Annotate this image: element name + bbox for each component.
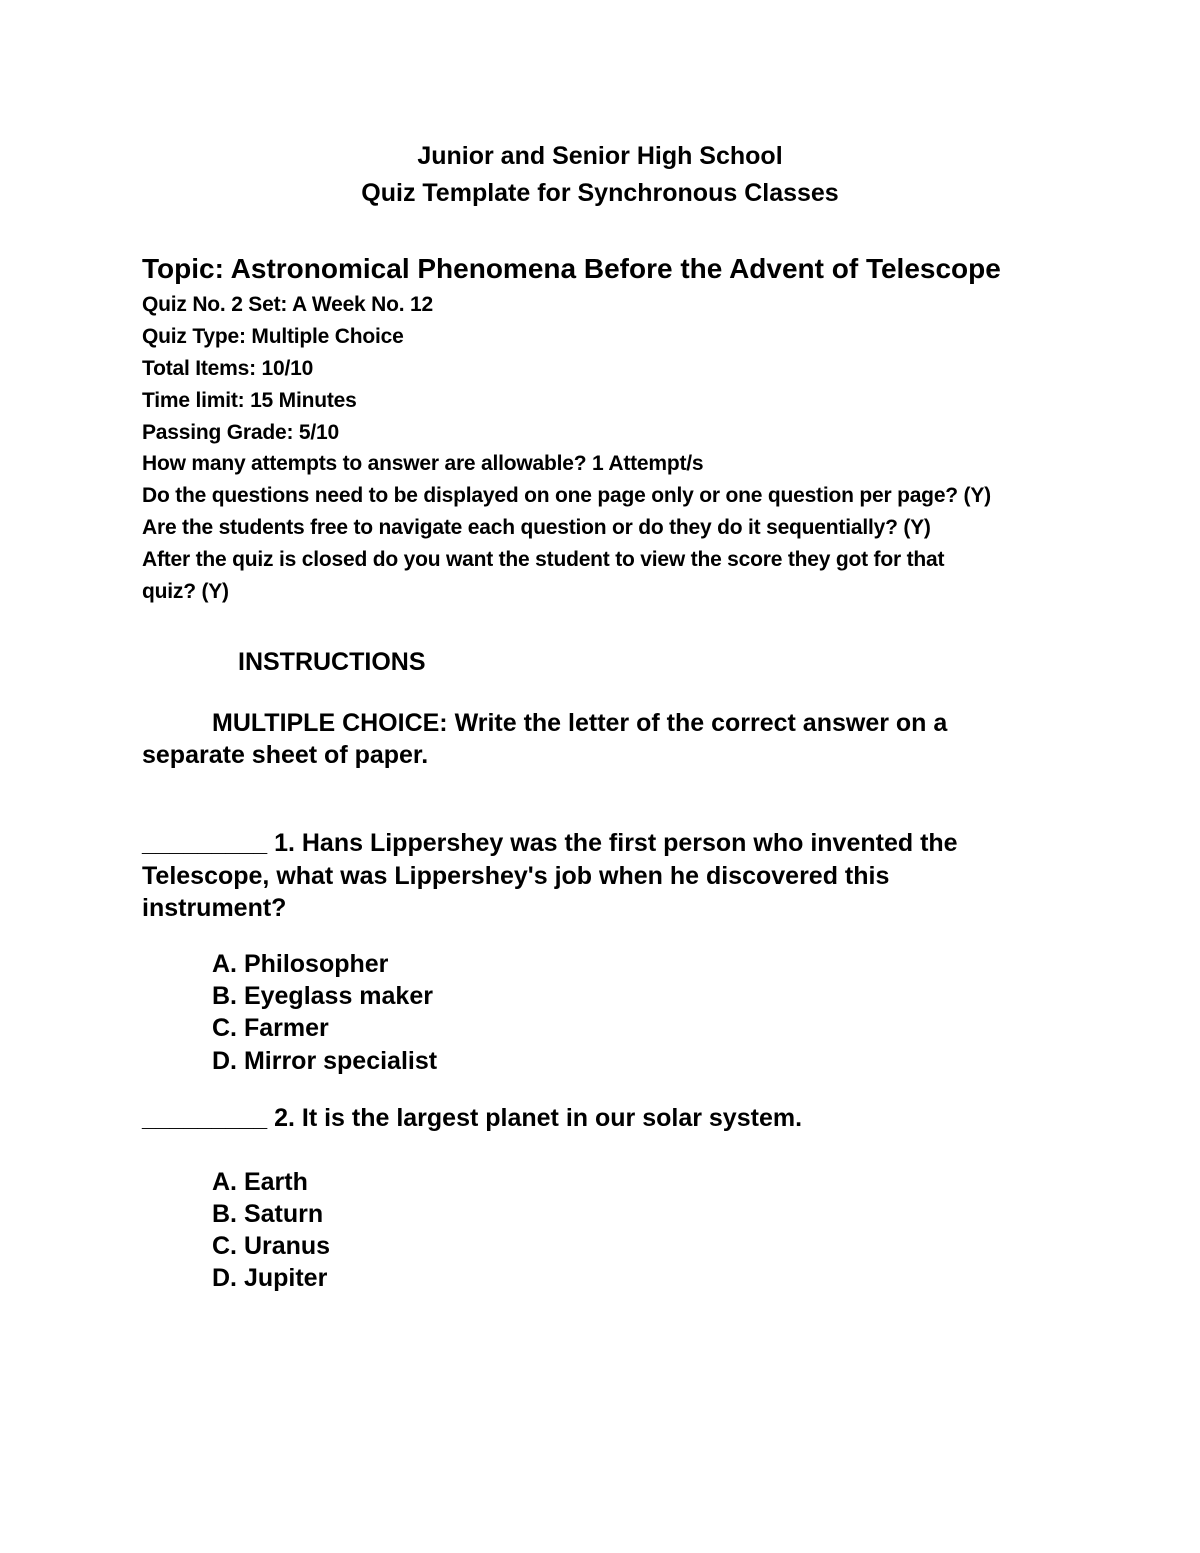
display-line: Do the questions need to be displayed on one page only or one question per page? (Y) [142, 484, 991, 507]
topic-value: Astronomical Phenomena Before the Advent of Telescope [230, 253, 1001, 284]
topic-line [142, 253, 1001, 285]
question-2: _________ 2. It is the largest planet in our solar system. [142, 1104, 803, 1132]
total-items: Total Items: 10/10 [142, 357, 314, 380]
question-1: _________ 1. Hans Lippershey was the first person who invented the [142, 829, 958, 857]
question-1-line-2: Telescope, what was Lippershey's job when he discovered this [142, 862, 890, 890]
quiz-number: Quiz No. 2 Set: A Week No. 12 [142, 293, 433, 316]
question-2-option-b: B. Saturn [212, 1200, 324, 1228]
question-1-line-3: instrument? [142, 894, 287, 922]
score-view-line-2: quiz? (Y) [142, 580, 229, 603]
instructions-text-2: separate sheet of paper. [142, 741, 429, 769]
score-view-line: After the quiz is closed do you want the student to view the score they got for that [142, 548, 945, 571]
instructions-heading: INSTRUCTIONS [238, 648, 426, 676]
question-1-option-d: D. Mirror specialist [212, 1047, 438, 1075]
time-limit: Time limit: 15 Minutes [142, 389, 357, 412]
question-2-option-a: A. Earth [212, 1168, 308, 1196]
question-1-option-a: A. Philosopher [212, 950, 389, 978]
quiz-type: Quiz Type: Multiple Choice [142, 325, 404, 348]
question-2-option-d: D. Jupiter [212, 1264, 328, 1292]
instructions-text: MULTIPLE CHOICE: Write the letter of the correct answer on a [212, 709, 948, 737]
question-1-option-b: B. Eyeglass maker [212, 982, 433, 1010]
navigation-line: Are the students free to navigate each question or do they do it sequentially? (Y) [142, 516, 931, 539]
topic-label: Topic: [142, 253, 224, 284]
template-title: Quiz Template for Synchronous Classes [361, 179, 839, 207]
attempts-line: How many attempts to answer are allowable? 1 Attempt/s [142, 452, 704, 475]
passing-grade: Passing Grade: 5/10 [142, 421, 339, 444]
question-1-option-c: C. Farmer [212, 1014, 329, 1042]
school-title: Junior and Senior High School [417, 142, 783, 170]
question-2-option-c: C. Uranus [212, 1232, 331, 1260]
